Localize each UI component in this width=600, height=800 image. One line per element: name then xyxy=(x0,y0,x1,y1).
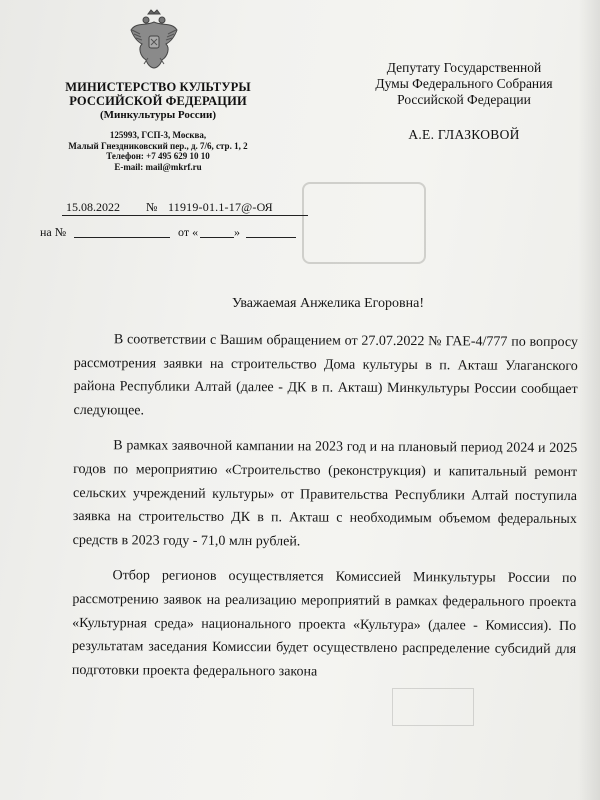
incoming-label: на № xyxy=(40,225,67,239)
number-sign: № xyxy=(146,200,158,214)
ministry-name-line: МИНИСТЕРСТВО КУЛЬТУРЫ xyxy=(65,80,251,94)
address-line: 125993, ГСП-3, Москва, xyxy=(109,130,207,140)
ministry-header xyxy=(60,80,256,122)
phone-line: Телефон: +7 495 629 10 10 xyxy=(106,151,210,161)
quote-close: » xyxy=(234,225,240,239)
russian-coat-of-arms-icon xyxy=(128,8,180,70)
blank-line xyxy=(246,237,296,238)
recipient-name: А.Е. ГЛАЗКОВОЙ xyxy=(408,127,520,142)
incoming-from-label: от « xyxy=(178,225,199,239)
recipient-block xyxy=(354,60,574,143)
body-paragraph: В рамках заявочной кампании на 2023 год и на плановый период 2024 и 2025 годов по мероприятию «Строительство (реконструкция) и капитальный ремонт сельских учреждений культуры» от Правительства Республики Алтай поступила заявка на строительство ДК в п. Акташ с необходимым объемом федеральных средств в 2023 году - 71,0 млн рублей. xyxy=(72,438,578,550)
salutation: Уважаемая Анжелика Егоровна! xyxy=(232,296,425,311)
page-shadow xyxy=(578,0,600,800)
blank-line xyxy=(74,237,170,238)
ministry-short-name: (Минкультуры России) xyxy=(100,109,216,121)
underline xyxy=(62,215,308,216)
body-paragraph: В соответствии с Вашим обращением от 27.07.2022 № ГАЕ-4/777 по вопросу рассмотрения заявки на строительство Дома культуры в п. Акташ Улаганского района Республики Алтай (далее - ДК в п. Акташ) Минкультуры России сообщает следующее. xyxy=(73,332,578,419)
body-paragraph: Отбор регионов осуществляется Комиссией Минкультуры России по рассмотрению заявок на реализацию мероприятий в рамках федерального проекта «Культурная среда» национального проекта «Культура» (далее - Комиссия). По результатам заседания Комиссии будет осуществлено распределение субсидий для подготовки проекта федерального закона xyxy=(71,568,577,680)
recipient-line: Депутату Государственной xyxy=(386,60,542,75)
recipient-line: Думы Федерального Собрания xyxy=(375,76,553,91)
show-through-stamp xyxy=(302,182,426,264)
letter-body xyxy=(72,328,578,697)
address-line: Малый Гнездниковский пер., д. 7/6, стр. 1, 2 xyxy=(68,140,248,151)
ministry-name-line: РОССИЙСКОЙ ФЕДЕРАЦИИ xyxy=(69,94,247,108)
recipient-line: Российской Федерации xyxy=(397,92,531,107)
email-line: E-mail: mail@mkrf.ru xyxy=(114,161,202,172)
ministry-address xyxy=(60,130,256,172)
outgoing-number: 11919-01.1-17@-ОЯ xyxy=(168,200,273,214)
blank-line xyxy=(200,237,234,238)
outgoing-date: 15.08.2022 xyxy=(66,200,120,214)
